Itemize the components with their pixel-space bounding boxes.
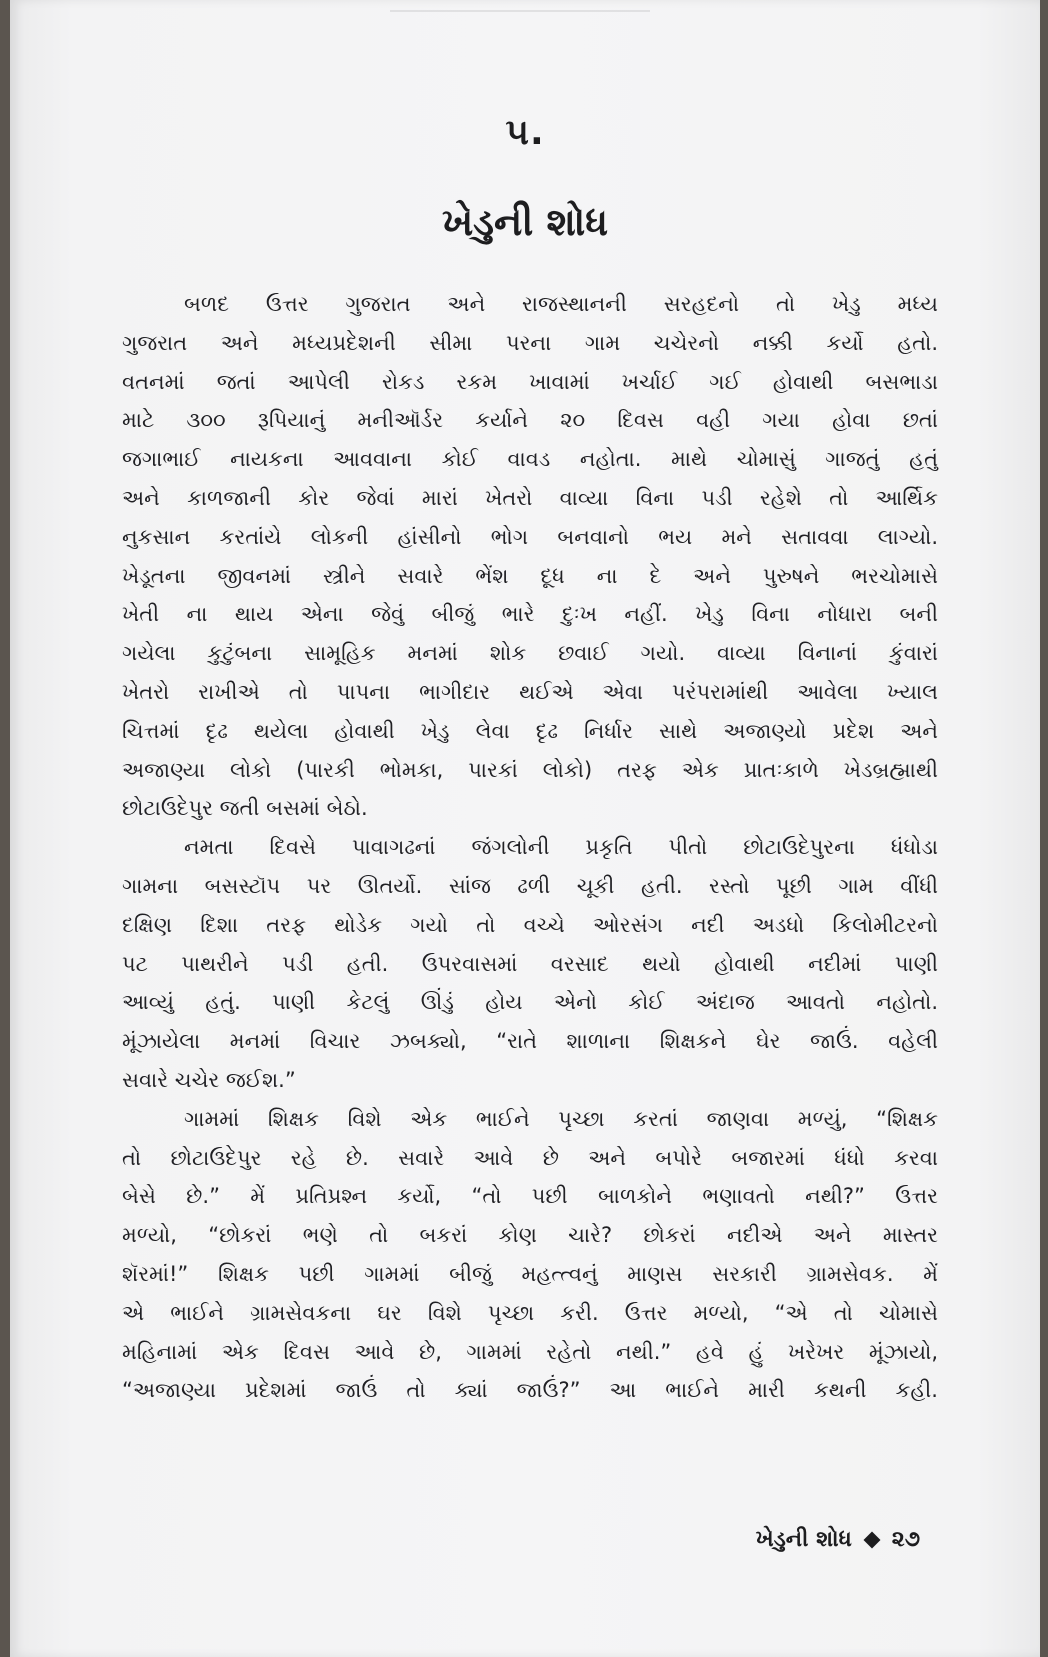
text-line: એ ભાઈને ગ્રામસેવકના ઘર વિશે પૃચ્છા કરી. ઉત્તર મળ્યો, “એ તો ચોમાસે [122,1300,938,1325]
text-line: શૅરમાં!” શિક્ષક પછી ગામમાં બીજું મહત્ત્વનું માણસ સરકારી ગ્રામસેવક. મેં [122,1261,938,1286]
text-line: ચિત્તમાં દૃઢ થયેલા હોવાથી ખેડુ લેવા દૃઢ નિર્ધાર સાથે અજાણ્યો પ્રદેશ અને [122,718,938,743]
text-line: ખેતી ના થાય એના જેવું બીજું ભારે દુઃખ નહીં. ખેડુ વિના નોધારા બની [122,602,938,627]
text-line: બેસે છે.” મેં પ્રતિપ્રશ્ન કર્યો, “તો પછી બાળકોને ભણાવતો નથી?” ઉત્તર [122,1184,938,1209]
text-line: અજાણ્યા લોકો (પારકી ભોમકા, પારકાં લોકો) તરફ એક પ્રાતઃકાળે ખેડબ્રહ્માથી [122,757,938,782]
chapter-number: ૫. [505,112,545,153]
text-line: બળદ ઉત્તર ગુજરાત અને રાજસ્થાનની સરહદનો તો ખેડુ મધ્ય [184,292,938,316]
page-footer [756,1527,920,1552]
text-line: ગુજરાત અને મધ્યપ્રદેશની સીમા પરના ગામ ચચેરનો નક્કી કર્યો હતો. [122,330,938,355]
text-line: મળ્યો, “છોકરાં ભણે તો બકરાં કોણ ચારે? છોકરાં નદીએ અને માસ્તર [122,1223,938,1248]
text-line: “અજાણ્યા પ્રદેશમાં જાઉં તો ક્યાં જાઉં?” આ ભાઈને મારી કથની કહી. [122,1378,938,1403]
text-line: ગામમાં શિક્ષક વિશે એક ભાઈને પૃચ્છા કરતાં જાણવા મળ્યું, “શિક્ષક [184,1106,938,1131]
paragraph [122,1100,938,1410]
text-line: ગયેલા કુટુંબના સામૂહિક મનમાં શોક છવાઈ ગયો. વાવ્યા વિનાનાં કુંવારાં [122,641,938,666]
text-line: ખેતરો રાખીએ તો પાપના ભાગીદાર થઈએ એવા પરંપરામાંથી આવેલા ખ્યાલ [122,679,938,704]
text-line: ખેડૂતના જીવનમાં સ્ત્રીને સવારે ભેંશ દૂધ ના દે અને પુરુષને ભરચોમાસે [122,563,938,588]
text-line: અને કાળજાની કોર જેવાં મારાં ખેતરો વાવ્યા વિના પડી રહેશે તો આર્થિક [122,485,938,510]
text-line: આવ્યું હતું. પાણી કેટલું ઊંડું હોય એનો કોઈ અંદાજ આવતો નહોતો. [122,990,938,1015]
text-line: સવારે ચચેર જઈશ.” [122,1067,296,1092]
text-line: મહિનામાં એક દિવસ આવે છે, ગામમાં રહેતો નથી.” હવે હું ખરેખર મૂંઝાયો, [122,1339,938,1364]
paragraph [122,285,938,828]
diamond-bullet-icon [863,1532,880,1549]
text-line: માટે ૩૦૦ રૂપિયાનું મનીઑર્ડર કર્યાને ૨૦ દિવસ વહી ગયા હોવા છતાં [122,408,938,433]
text-line: વતનમાં જતાં આપેલી રોકડ રકમ ખાવામાં ખર્ચાઈ ગઈ હોવાથી બસભાડા [122,369,938,394]
text-line: દક્ષિણ દિશા તરફ થોડેક ગયો તો વચ્ચે ઓરસંગ નદી અડધો કિલોમીટરનો [122,912,938,937]
page-number: ૨૭ [891,1527,920,1552]
text-line: તો છોટાઉદેપુર રહે છે. સવારે આવે છે અને બપોરે બજારમાં ધંધો કરવા [122,1145,938,1170]
bleed-through-mark [390,0,650,12]
text-line: છોટાઉદેપુર જતી બસમાં બેઠો. [122,796,368,821]
text-line: મૂંઝાયેલા મનમાં વિચાર ઝબક્યો, “રાતે શાળાના શિક્ષકને ઘેર જાઉં. વહેલી [122,1029,938,1054]
text-line: ગામના બસસ્ટૉપ પર ઊતર્યો. સાંજ ઢળી ચૂકી હતી. રસ્તો પૂછી ગામ વીંધી [122,873,938,898]
paragraph [122,828,938,1100]
chapter-title: ખેડુની શોધ [441,200,609,244]
text-line: નુકસાન કરતાંયે લોકની હાંસીનો ભોગ બનવાનો ભય મને સતાવવા લાગ્યો. [122,524,938,549]
chapter-body [122,285,938,1410]
running-title: ખેડુની શોધ [755,1527,852,1552]
text-line: નમતા દિવસે પાવાગઢનાં જંગલોની પ્રકૃતિ પીતો છોટાઉદેપુરના ધંધોડા [184,835,938,860]
text-line: જગાભાઈ નાયકના આવવાના કોઈ વાવડ નહોતા. માથે ચોમાસું ગાજતું હતું [122,447,938,472]
text-line: પટ પાથરીને પડી હતી. ઉપરવાસમાં વરસાદ થયો હોવાથી નદીમાં પાણી [122,951,938,976]
book-page [10,0,1040,1657]
